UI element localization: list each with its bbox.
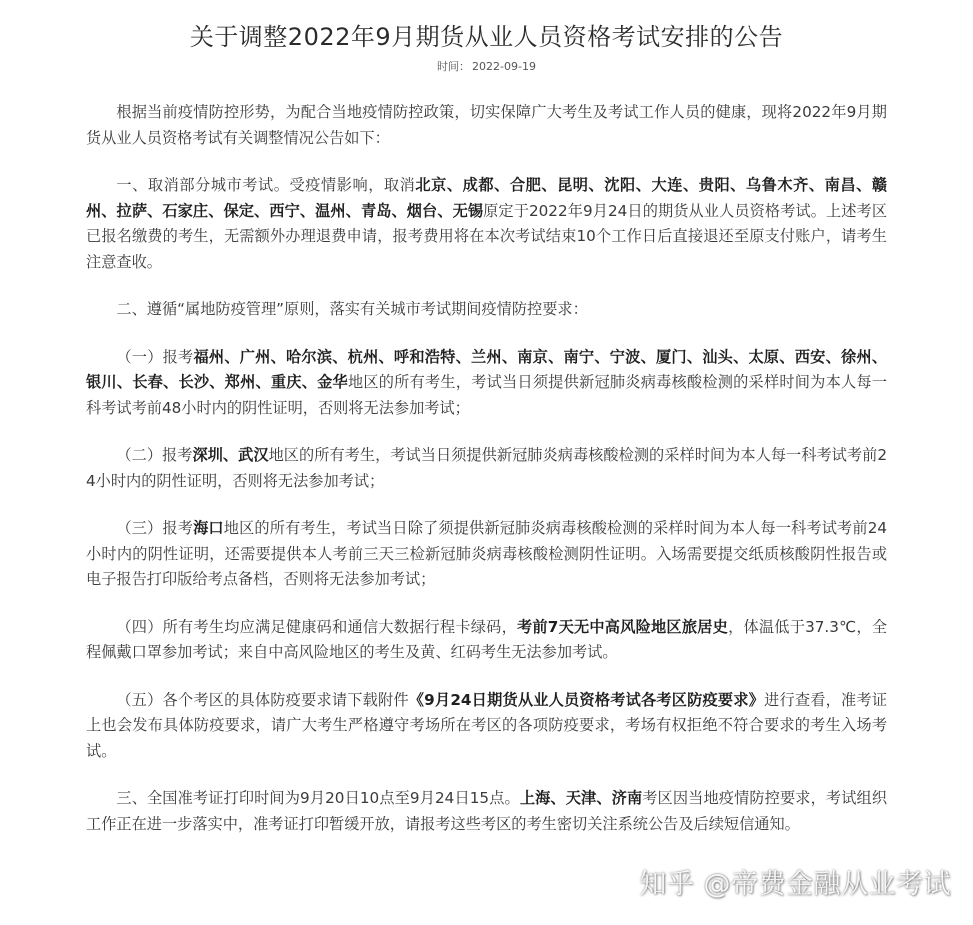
article-paragraph bbox=[86, 516, 887, 593]
paragraph-text: （五）各个考区的具体防疫要求请下载附件 bbox=[116, 690, 409, 709]
article-paragraph bbox=[86, 786, 887, 837]
article-title: 关于调整2022年9月期货从业人员资格考试安排的公告 bbox=[189, 23, 784, 51]
article-body bbox=[86, 100, 887, 837]
article-paragraph bbox=[86, 443, 887, 494]
paragraph-text: 地区的所有考生，考试当日须提供新冠肺炎病毒核酸检测的采样时间为本人每一科考试考前24小时内的阴性证明，否则将无法参加考试； bbox=[86, 446, 887, 490]
paragraph-text: 三、全国准考证打印时间为9月20日10点至9月24日15点。 bbox=[116, 789, 520, 807]
paragraph-text: 二、遵循“属地防疫管理”原则，落实有关城市考试期间疫情防控要求： bbox=[116, 300, 588, 318]
article-meta bbox=[86, 60, 887, 74]
bold-text: 深圳、武汉 bbox=[192, 446, 269, 464]
bold-text: 福州、广州、哈尔滨、杭州、呼和浩特、兰州、南京、南宁、宁波、厦门、汕头、太原、西安、徐州、银川、长春、长沙、郑州、重庆、金华 bbox=[86, 347, 888, 391]
bold-text: 《9月24日期货从业人员资格考试各考区防疫要求》 bbox=[408, 690, 765, 709]
article-paragraph bbox=[86, 345, 887, 422]
paragraph-text: （四）所有考生均应满足健康码和通信大数据行程卡绿码， bbox=[116, 617, 517, 636]
article-paragraph bbox=[86, 173, 887, 275]
paragraph-text: 考区因当地疫情防控要求，考试组织工作正在进一步落实中，准考证打印暂缓开放，请报考这些考区的考生密切关注系统公告及后续短信通知。 bbox=[86, 789, 888, 833]
bold-text: 考前7天无中高风险地区旅居史 bbox=[516, 617, 729, 636]
paragraph-text: （一）报考 bbox=[116, 347, 194, 366]
paragraph-text: 根据当前疫情防控形势，为配合当地疫情防控政策，切实保障广大考生及考试工作人员的健康，现将2022年9月期货从业人员资格考试有关调整情况公告如下： bbox=[86, 103, 887, 147]
paragraph-text: 一、取消部分城市考试。受疫情影响，取消 bbox=[116, 176, 416, 194]
article-paragraph bbox=[86, 297, 887, 323]
article-paragraph bbox=[86, 688, 887, 765]
paragraph-text: 原定于2022年9月24日的期货从业人员资格考试。上述考区已报名缴费的考生，无需额外办理退费申请，报考费用将在本次考试结束10个工作日后直接退还至原支付账户，请考生注意查收。 bbox=[86, 201, 888, 271]
article-paragraph bbox=[86, 615, 887, 666]
bold-text: 北京、成都、合肥、昆明、沈阳、大连、贵阳、乌鲁木齐、南昌、赣州、拉萨、石家庄、保定、西宁、温州、青岛、烟台、无锡 bbox=[86, 176, 888, 220]
bold-text: 海口 bbox=[193, 519, 224, 537]
bold-text: 上海、天津、济南 bbox=[519, 789, 643, 807]
publish-date: 2022-09-19 bbox=[472, 60, 536, 73]
paragraph-text: 地区的所有考生，考试当日除了须提供新冠肺炎病毒核酸检测的采样时间为本人每一科考试考前24小时内的阴性证明，还需要提供本人考前三天三检新冠肺炎病毒核酸检测阴性证明。入场需要提交纸质核酸阴性报告或电子报告打印版给考点备档，否则将无法参加考试； bbox=[86, 519, 888, 588]
paragraph-text: （三）报考 bbox=[116, 519, 194, 537]
publish-time-label: 时间： bbox=[437, 60, 471, 73]
article-paragraph bbox=[86, 100, 887, 151]
zhihu-watermark: 知乎 @帝费金融从业考试 bbox=[639, 869, 951, 900]
paragraph-text: 地区的所有考生，考试当日须提供新冠肺炎病毒核酸检测的采样时间为本人每一科考试考前48小时内的阴性证明，否则将无法参加考试； bbox=[86, 373, 888, 417]
paragraph-text: ，体温低于37.3℃，全程佩戴口罩参加考试；来自中高风险地区的考生及黄、红码考生无法参加考试。 bbox=[86, 617, 888, 661]
paragraph-text: （二）报考 bbox=[116, 446, 193, 464]
paragraph-text: 进行查看，准考证上也会发布具体防疫要求，请广大考生严格遵守考场所在考区的各项防疫要求，考场有权拒绝不符合要求的考生入场考试。 bbox=[86, 690, 888, 760]
